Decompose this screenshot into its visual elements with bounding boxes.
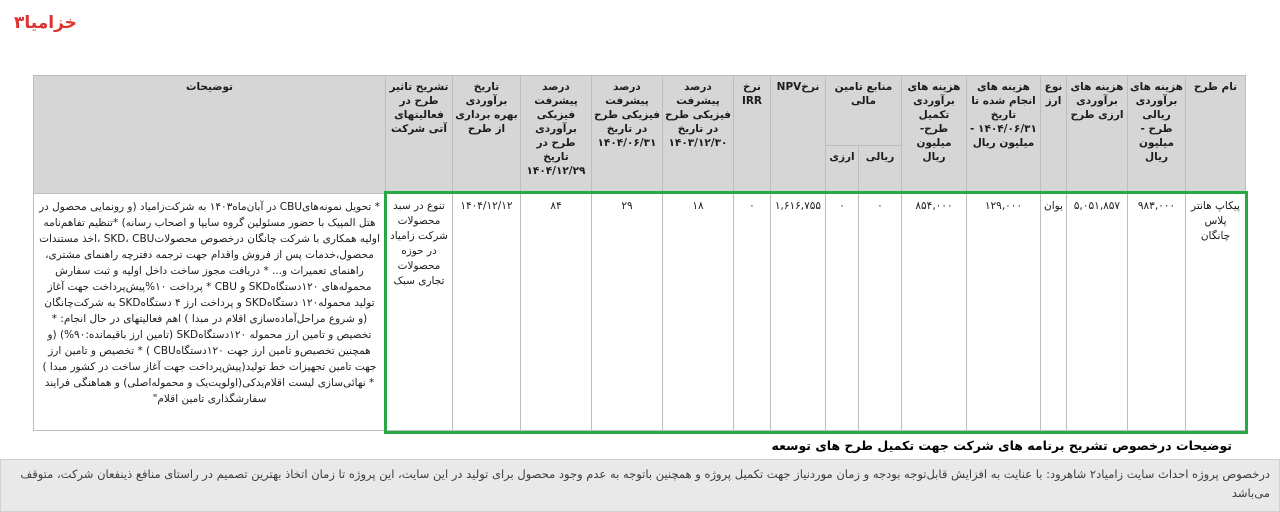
projects-table-container bbox=[34, 75, 1246, 431]
notes-text: * تحویل نمونه‌هایCBU در آبان‌ماه۱۴۰۳ به شرکت‌زامیاد (و رونمایی محصول در هتل المپیک با حضور مسئولین گروه سایپا و اصحاب رسانه) *تنظیم تفاهم‌نامه اولیه همکاری با شرکت چانگان درخصوص محصولاتSKD، CBU ،اخذ مستندات محصول،خدمات پس از فروش واقدام جهت ترجمه دفترچه راهنمای مشتری، راهنمای تعمیرات و... * دریافت مجوز ساخت داخل اولیه و ثبت سفارش محموله‌های ۱۲۰دستگاهSKD و CBU * پرداخت ۱۰%پیش‌پرداخت جهت آغاز تولید محموله۱۲۰ دستگاهSKD و پرداخت ارز ۴ دستگاهSKD به شرکت‌چانگان (و شروع مراحل‌آماده‌سازی اقلام در مبدا ) اهم فعالیتهای در حال انجام: * تخصیص و تامین ارز محموله ۱۲۰دستگاهSKD (تامین ارز باقیمانده:۹۰%) (و همچنین تخصیص‌و تامین ارز جهت ۱۲۰دستگاهCBU ) * تخصیص و تامین ارز جهت تامین تجهیزات خط تولید(پیش‌پرداخت جهت آغاز ساخت در کشور مبدا ) * نهائی‌سازی لیست اقلام‌یدکی(اولویت‌یک و محموله‌اصلی) و هماهنگی فرایند سفارشگذاری تامین اقلام" bbox=[39, 201, 380, 405]
cell-financing-rial: ۰ bbox=[859, 194, 902, 431]
cell-irr-rate: ۰ bbox=[733, 194, 770, 431]
col-header-fx-estimated-cost: هزینه های برآوردی ارزی طرح bbox=[1067, 76, 1128, 194]
cell-notes bbox=[33, 194, 385, 431]
project-row bbox=[33, 194, 1245, 431]
col-header-currency-type: نوع ارز bbox=[1041, 76, 1067, 194]
col-header-npv-rate: نرخNPV bbox=[770, 76, 825, 194]
development-plans-heading: توضیحات درخصوص تشریح برنامه های شرکت جهت تکمیل طرح های توسعه bbox=[771, 438, 1232, 453]
col-header-project-name: نام طرح bbox=[1186, 76, 1246, 194]
col-header-progress-1404-06-31: درصد پیشرفت فیزیکی طرح در تاریخ ۱۴۰۴/۰۶/۳۱ bbox=[591, 76, 662, 194]
cell-npv-rate: ۱,۶۱۶,۷۵۵ bbox=[770, 194, 825, 431]
col-header-irr-rate: نرخ IRR bbox=[733, 76, 770, 194]
cell-completion-cost: ۸۵۴,۰۰۰ bbox=[902, 194, 967, 431]
col-header-notes: توضیحات bbox=[33, 76, 385, 194]
projects-table bbox=[33, 75, 1246, 431]
col-header-cost-incurred: هزینه های انجام شده تا تاریخ ۱۴۰۴/۰۶/۳۱ - میلیون ریال bbox=[967, 76, 1041, 194]
page-title: خزامیا۳ bbox=[14, 13, 77, 33]
cell-project-name: پیکاپ هانتر پلاس چانگان bbox=[1186, 194, 1246, 431]
col-header-impact-description: تشریح تاثیر طرح در فعالیتهای آتی شرکت bbox=[385, 76, 452, 194]
cell-progress-1404-06-31: ۲۹ bbox=[591, 194, 662, 431]
cell-cost-incurred: ۱۲۹,۰۰۰ bbox=[967, 194, 1041, 431]
cell-financing-fx: ۰ bbox=[825, 194, 858, 431]
col-header-progress-est-1404-12-29: درصد پیشرفت فیزیکی برآوردی طرح در تاریخ ۱۴۰۴/۱۲/۲۹ bbox=[520, 76, 591, 194]
development-plans-note: درخصوص پروژه احداث سایت زامیاد۲ شاهرود: با عنایت به افزایش قابل‌توجه بودجه و زمان موردنیاز جهت تکمیل پروژه و همچنین باتوجه به عدم وجود محصول برای تولید در این سایت، این پروژه تا زمان اتخاذ بهترین تصمیم در راستای منافع ذینفعان شرکت، متوقف می‌باشد bbox=[0, 459, 1280, 512]
cell-fx-estimated-cost: ۵,۰۵۱,۸۵۷ bbox=[1067, 194, 1128, 431]
cell-progress-est-1404-12-29: ۸۴ bbox=[520, 194, 591, 431]
col-header-financing-rial: ریالی bbox=[859, 146, 902, 194]
cell-progress-1403-12-30: ۱۸ bbox=[662, 194, 733, 431]
cell-rial-estimated-cost: ۹۸۳,۰۰۰ bbox=[1128, 194, 1186, 431]
col-header-operation-date: تاریخ برآوردی بهره برداری از طرح bbox=[452, 76, 520, 194]
col-header-progress-1403-12-30: درصد پیشرفت فیزیکی طرح در تاریخ ۱۴۰۳/۱۲/۳۰ bbox=[662, 76, 733, 194]
col-header-financing-fx: ارزی bbox=[825, 146, 858, 194]
col-header-financing-sources: منابع تامین مالی bbox=[825, 76, 901, 146]
col-header-rial-estimated-cost: هزینه های برآوردی ریالی طرح - میلیون ریال bbox=[1128, 76, 1186, 194]
cell-operation-date: ۱۴۰۴/۱۲/۱۲ bbox=[452, 194, 520, 431]
cell-impact-description: تنوع در سبد محصولات شرکت زامیاد در حوزه محصولات تجاری سبک bbox=[385, 194, 452, 431]
cell-currency-type: یوان bbox=[1041, 194, 1067, 431]
col-header-completion-cost: هزینه های برآوردی تکمیل طرح- میلیون ریال bbox=[902, 76, 967, 194]
